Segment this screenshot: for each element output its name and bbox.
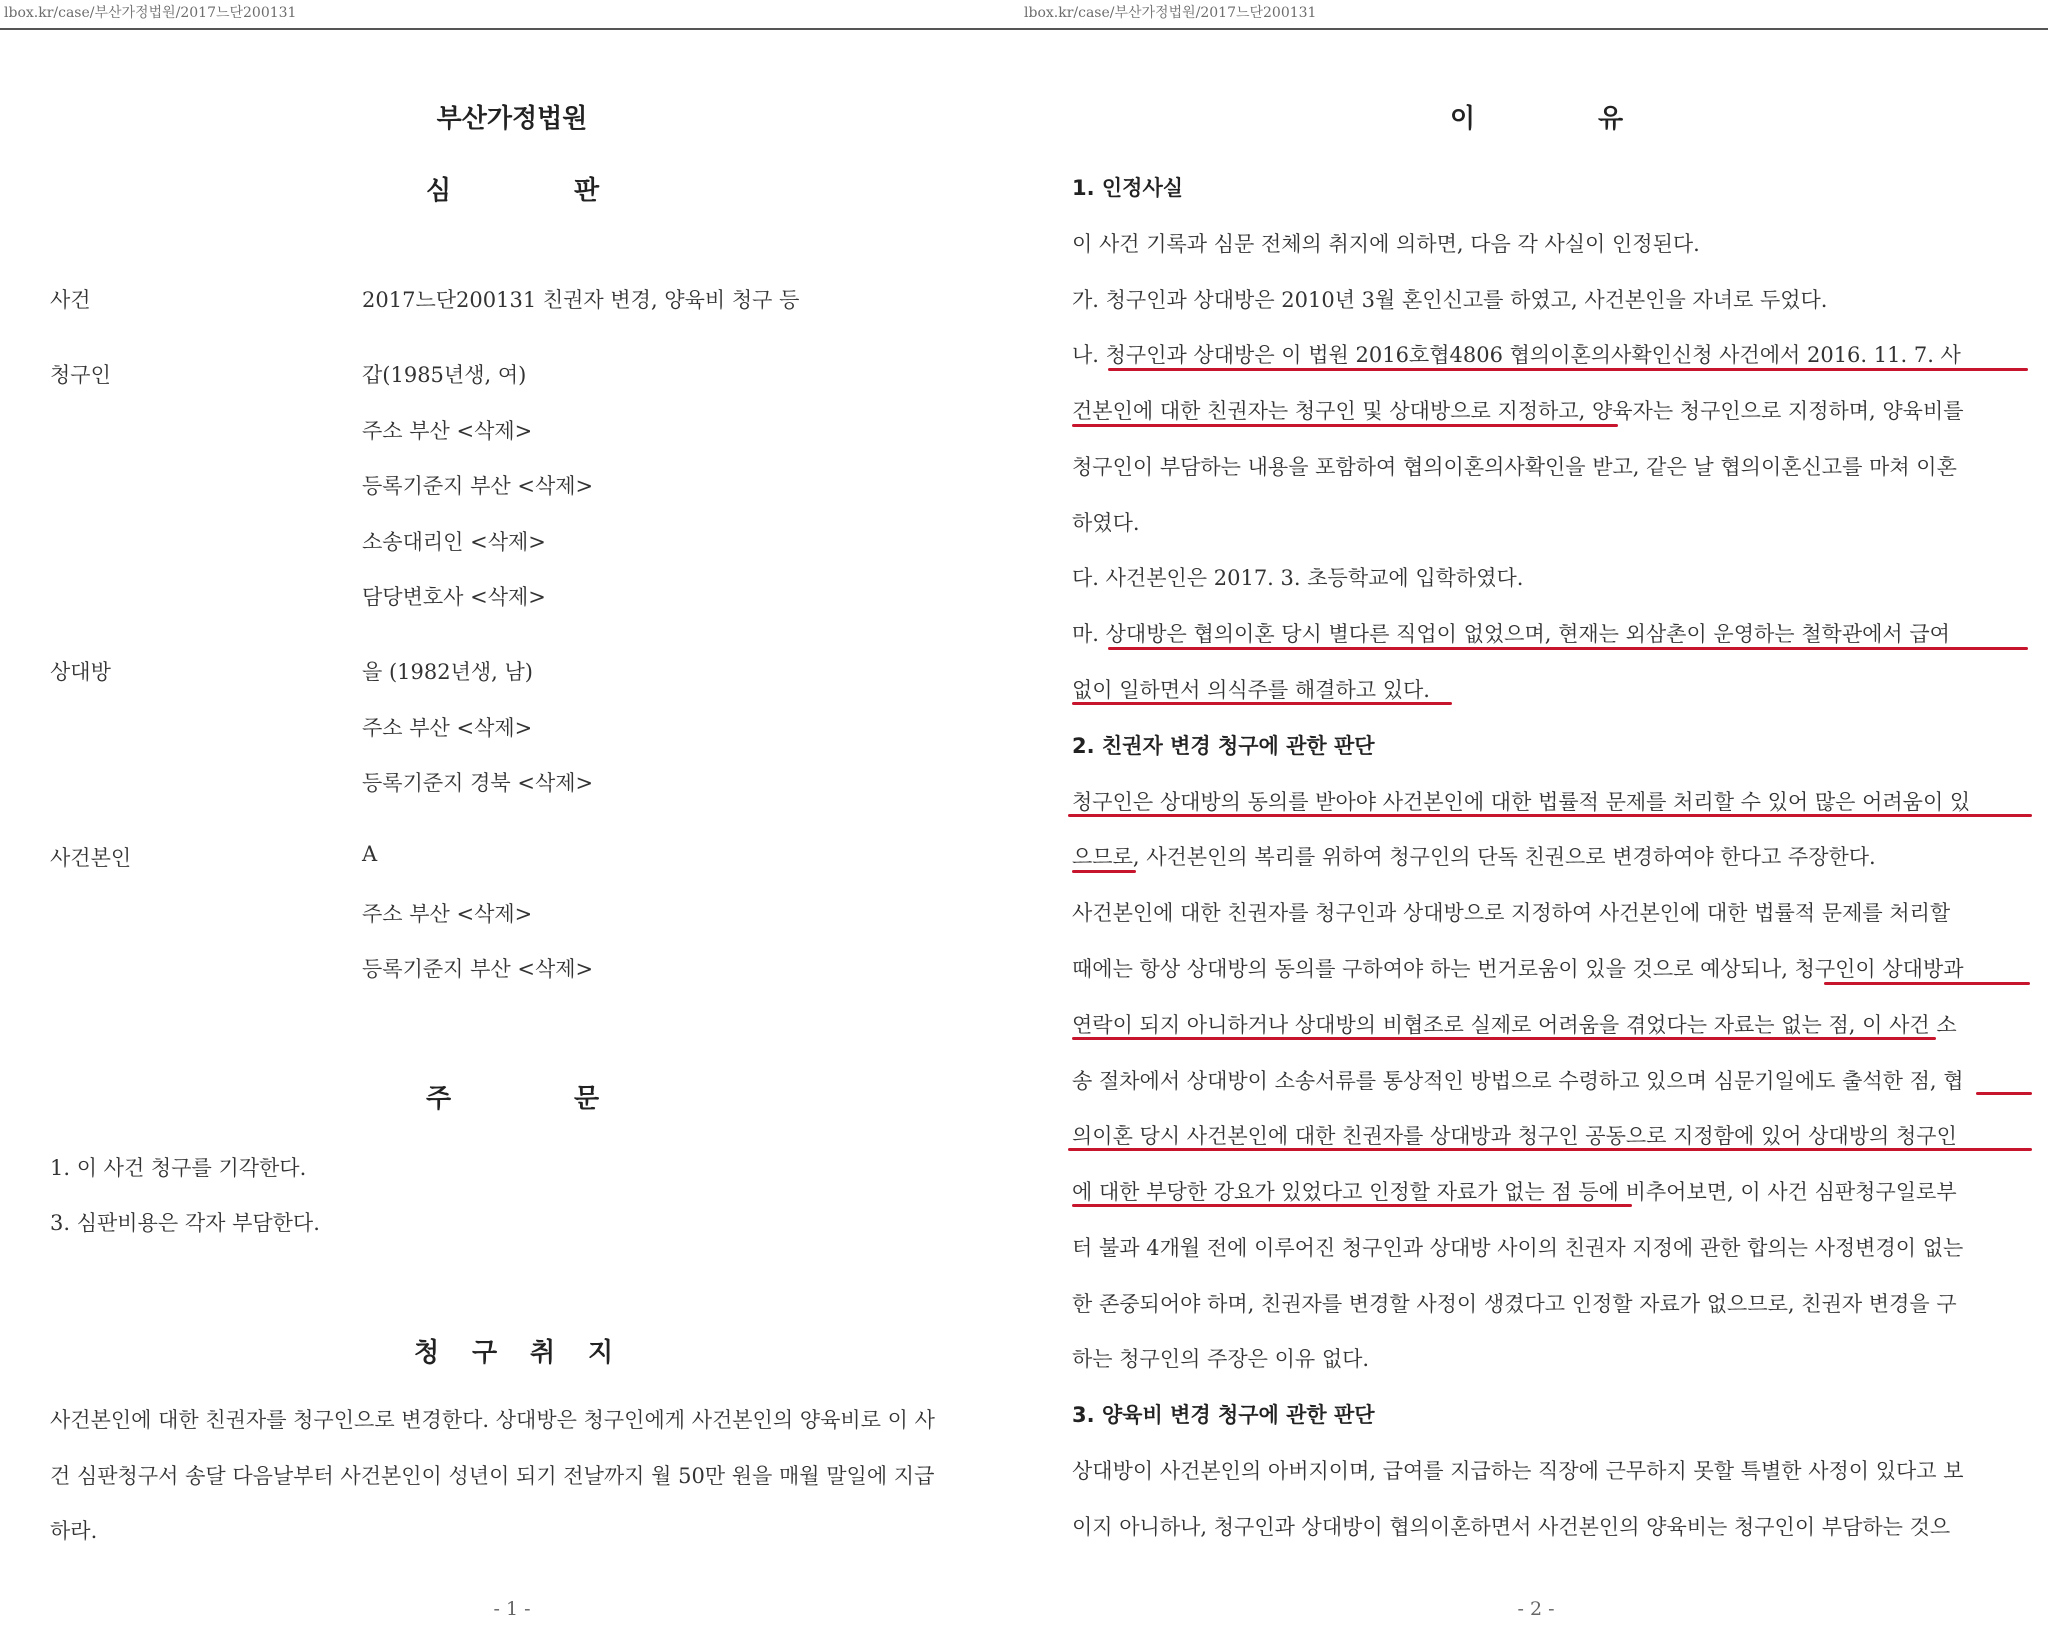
body-line: 송 절차에서 상대방이 소송서류를 통상적인 방법으로 수령하고 있으며 심문기일에도 출석한 점, 협	[1072, 1069, 1964, 1093]
subject-line: A	[362, 842, 378, 866]
reasons-heading-1: 이	[1450, 104, 1476, 134]
source-url: lbox.kr/case/부산가정법원/2017느단200131	[4, 5, 297, 21]
order-item: 3. 심판비용은 각자 부담한다.	[50, 1211, 320, 1235]
order-heading-1: 주	[426, 1084, 452, 1114]
body-line: 청구인이 부담하는 내용을 포함하여 협의이혼의사확인을 받고, 같은 날 협의이혼신고를 마쳐 이혼	[1072, 455, 1957, 479]
reasons-heading-2: 유	[1598, 104, 1624, 134]
claimant-line: 주소 부산 <삭제>	[362, 419, 533, 443]
body-line: 마. 상대방은 협의이혼 당시 별다른 직업이 없었으며, 현재는 외삼촌이 운영하는 철학관에서 급여	[1072, 622, 1950, 646]
page-number: - 2 -	[1517, 1598, 1555, 1620]
field-label-respondent: 상대방	[50, 660, 111, 684]
respondent-line: 주소 부산 <삭제>	[362, 716, 533, 740]
body-line: 다. 사건본인은 2017. 3. 초등학교에 입학하였다.	[1072, 566, 1524, 590]
body-line: 가. 청구인과 상대방은 2010년 3월 혼인신고를 하였고, 사건본인을 자녀로 두었다.	[1072, 288, 1828, 312]
claim-heading-char: 지	[588, 1338, 614, 1368]
subject-line: 주소 부산 <삭제>	[362, 902, 533, 926]
highlight-underline	[1072, 702, 1452, 705]
claim-heading-char: 청	[414, 1338, 440, 1368]
subject-line: 등록기준지 부산 <삭제>	[362, 957, 594, 981]
body-line: 사건본인에 대한 친권자를 청구인과 상대방으로 지정하여 사건본인에 대한 법률적 문제를 처리할	[1072, 901, 1951, 925]
field-label-claimant: 청구인	[50, 363, 111, 387]
claimant-line: 소송대리인 <삭제>	[362, 530, 546, 554]
page-2	[1024, 0, 2048, 1638]
highlight-underline	[1068, 1148, 2032, 1151]
claimant-line: 담당변호사 <삭제>	[362, 585, 546, 609]
body-line: 연락이 되지 아니하거나 상대방의 비협조로 실제로 어려움을 겪었다는 자료는 없는 점, 이 사건 소	[1072, 1013, 1957, 1037]
body-line: 청구인은 상대방의 동의를 받아야 사건본인에 대한 법률적 문제를 처리할 수 있어 많은 어려움이 있	[1072, 790, 1971, 814]
section-title: 3. 양육비 변경 청구에 관한 판단	[1072, 1403, 1375, 1427]
claim-heading-char: 구	[472, 1338, 498, 1368]
body-line: 나. 청구인과 상대방은 이 법원 2016호협4806 협의이혼의사확인신청 사건에서 2016. 11. 7. 사	[1072, 343, 1961, 367]
body-line: 터 불과 4개월 전에 이루어진 청구인과 상대방 사이의 친권자 지정에 관한 합의는 사정변경이 없는	[1072, 1236, 1964, 1260]
body-line: 하는 청구인의 주장은 이유 없다.	[1072, 1347, 1370, 1371]
highlight-underline	[1068, 814, 2032, 817]
body-line: 없이 일하면서 의식주를 해결하고 있다.	[1072, 678, 1430, 702]
claimant-line: 갑(1985년생, 여)	[362, 363, 527, 387]
highlight-underline	[1072, 1204, 1632, 1207]
body-line: 이지 아니하나, 청구인과 상대방이 협의이혼하면서 사건본인의 양육비는 청구인이 부담하는 것으	[1072, 1515, 1951, 1539]
judgment-heading-2: 판	[574, 176, 600, 206]
judgment-heading-1: 심	[426, 176, 452, 206]
body-line: 의이혼 당시 사건본인에 대한 친권자를 상대방과 청구인 공동으로 지정함에 있어 상대방의 청구인	[1072, 1124, 1957, 1148]
highlight-underline	[1824, 982, 2030, 985]
page-number: - 1 -	[493, 1598, 531, 1620]
body-line: 에 대한 부당한 강요가 있었다고 인정할 자료가 없는 점 등에 비추어보면, 이 사건 심판청구일로부	[1072, 1180, 1957, 1204]
highlight-underline	[1976, 1092, 2032, 1095]
claim-line: 사건본인에 대한 친권자를 청구인으로 변경한다. 상대방은 청구인에게 사건본인의 양육비로 이 사	[50, 1408, 935, 1432]
field-label-subject: 사건본인	[50, 846, 132, 870]
claimant-line: 등록기준지 부산 <삭제>	[362, 474, 594, 498]
field-label-case: 사건	[50, 288, 91, 312]
header-rule	[1024, 28, 2048, 30]
highlight-underline	[1072, 1037, 1936, 1040]
body-line: 건본인에 대한 친권자는 청구인 및 상대방으로 지정하고, 양육자는 청구인으로 지정하며, 양육비를	[1072, 399, 1964, 423]
section-title: 2. 친권자 변경 청구에 관한 판단	[1072, 734, 1375, 758]
claim-line: 하라.	[50, 1519, 98, 1543]
body-line: 상대방이 사건본인의 아버지이며, 급여를 지급하는 직장에 근무하지 못할 특별한 사정이 있다고 보	[1072, 1459, 1964, 1483]
claim-line: 건 심판청구서 송달 다음날부터 사건본인이 성년이 되기 전날까지 월 50만 원을 매월 말일에 지급	[50, 1464, 935, 1488]
highlight-underline	[1108, 647, 2028, 650]
source-url: lbox.kr/case/부산가정법원/2017느단200131	[1024, 5, 1317, 21]
body-line: 한 존중되어야 하며, 친권자를 변경할 사정이 생겼다고 인정할 자료가 없으므로, 친권자 변경을 구	[1072, 1292, 1957, 1316]
body-line: 이 사건 기록과 심문 전체의 취지에 의하면, 다음 각 사실이 인정된다.	[1072, 232, 1700, 256]
body-line: 때에는 항상 상대방의 동의를 구하여야 하는 번거로움이 있을 것으로 예상되나, 청구인이 상대방과	[1072, 957, 1964, 981]
body-line: 으므로, 사건본인의 복리를 위하여 청구인의 단독 친권으로 변경하여야 한다고 주장한다.	[1072, 845, 1876, 869]
court-name: 부산가정법원	[436, 104, 588, 134]
body-line: 하였다.	[1072, 511, 1140, 535]
order-item: 1. 이 사건 청구를 기각한다.	[50, 1156, 307, 1180]
respondent-line: 을 (1982년생, 남)	[362, 660, 533, 684]
highlight-underline	[1108, 368, 2028, 371]
case-number: 2017느단200131 친권자 변경, 양육비 청구 등	[362, 288, 800, 312]
claim-heading-char: 취	[530, 1338, 556, 1368]
highlight-underline	[1072, 424, 1618, 427]
order-heading-2: 문	[574, 1084, 600, 1114]
respondent-line: 등록기준지 경북 <삭제>	[362, 771, 594, 795]
header-rule	[0, 28, 1024, 30]
highlight-underline	[1072, 870, 1136, 873]
section-title: 1. 인정사실	[1072, 176, 1184, 200]
